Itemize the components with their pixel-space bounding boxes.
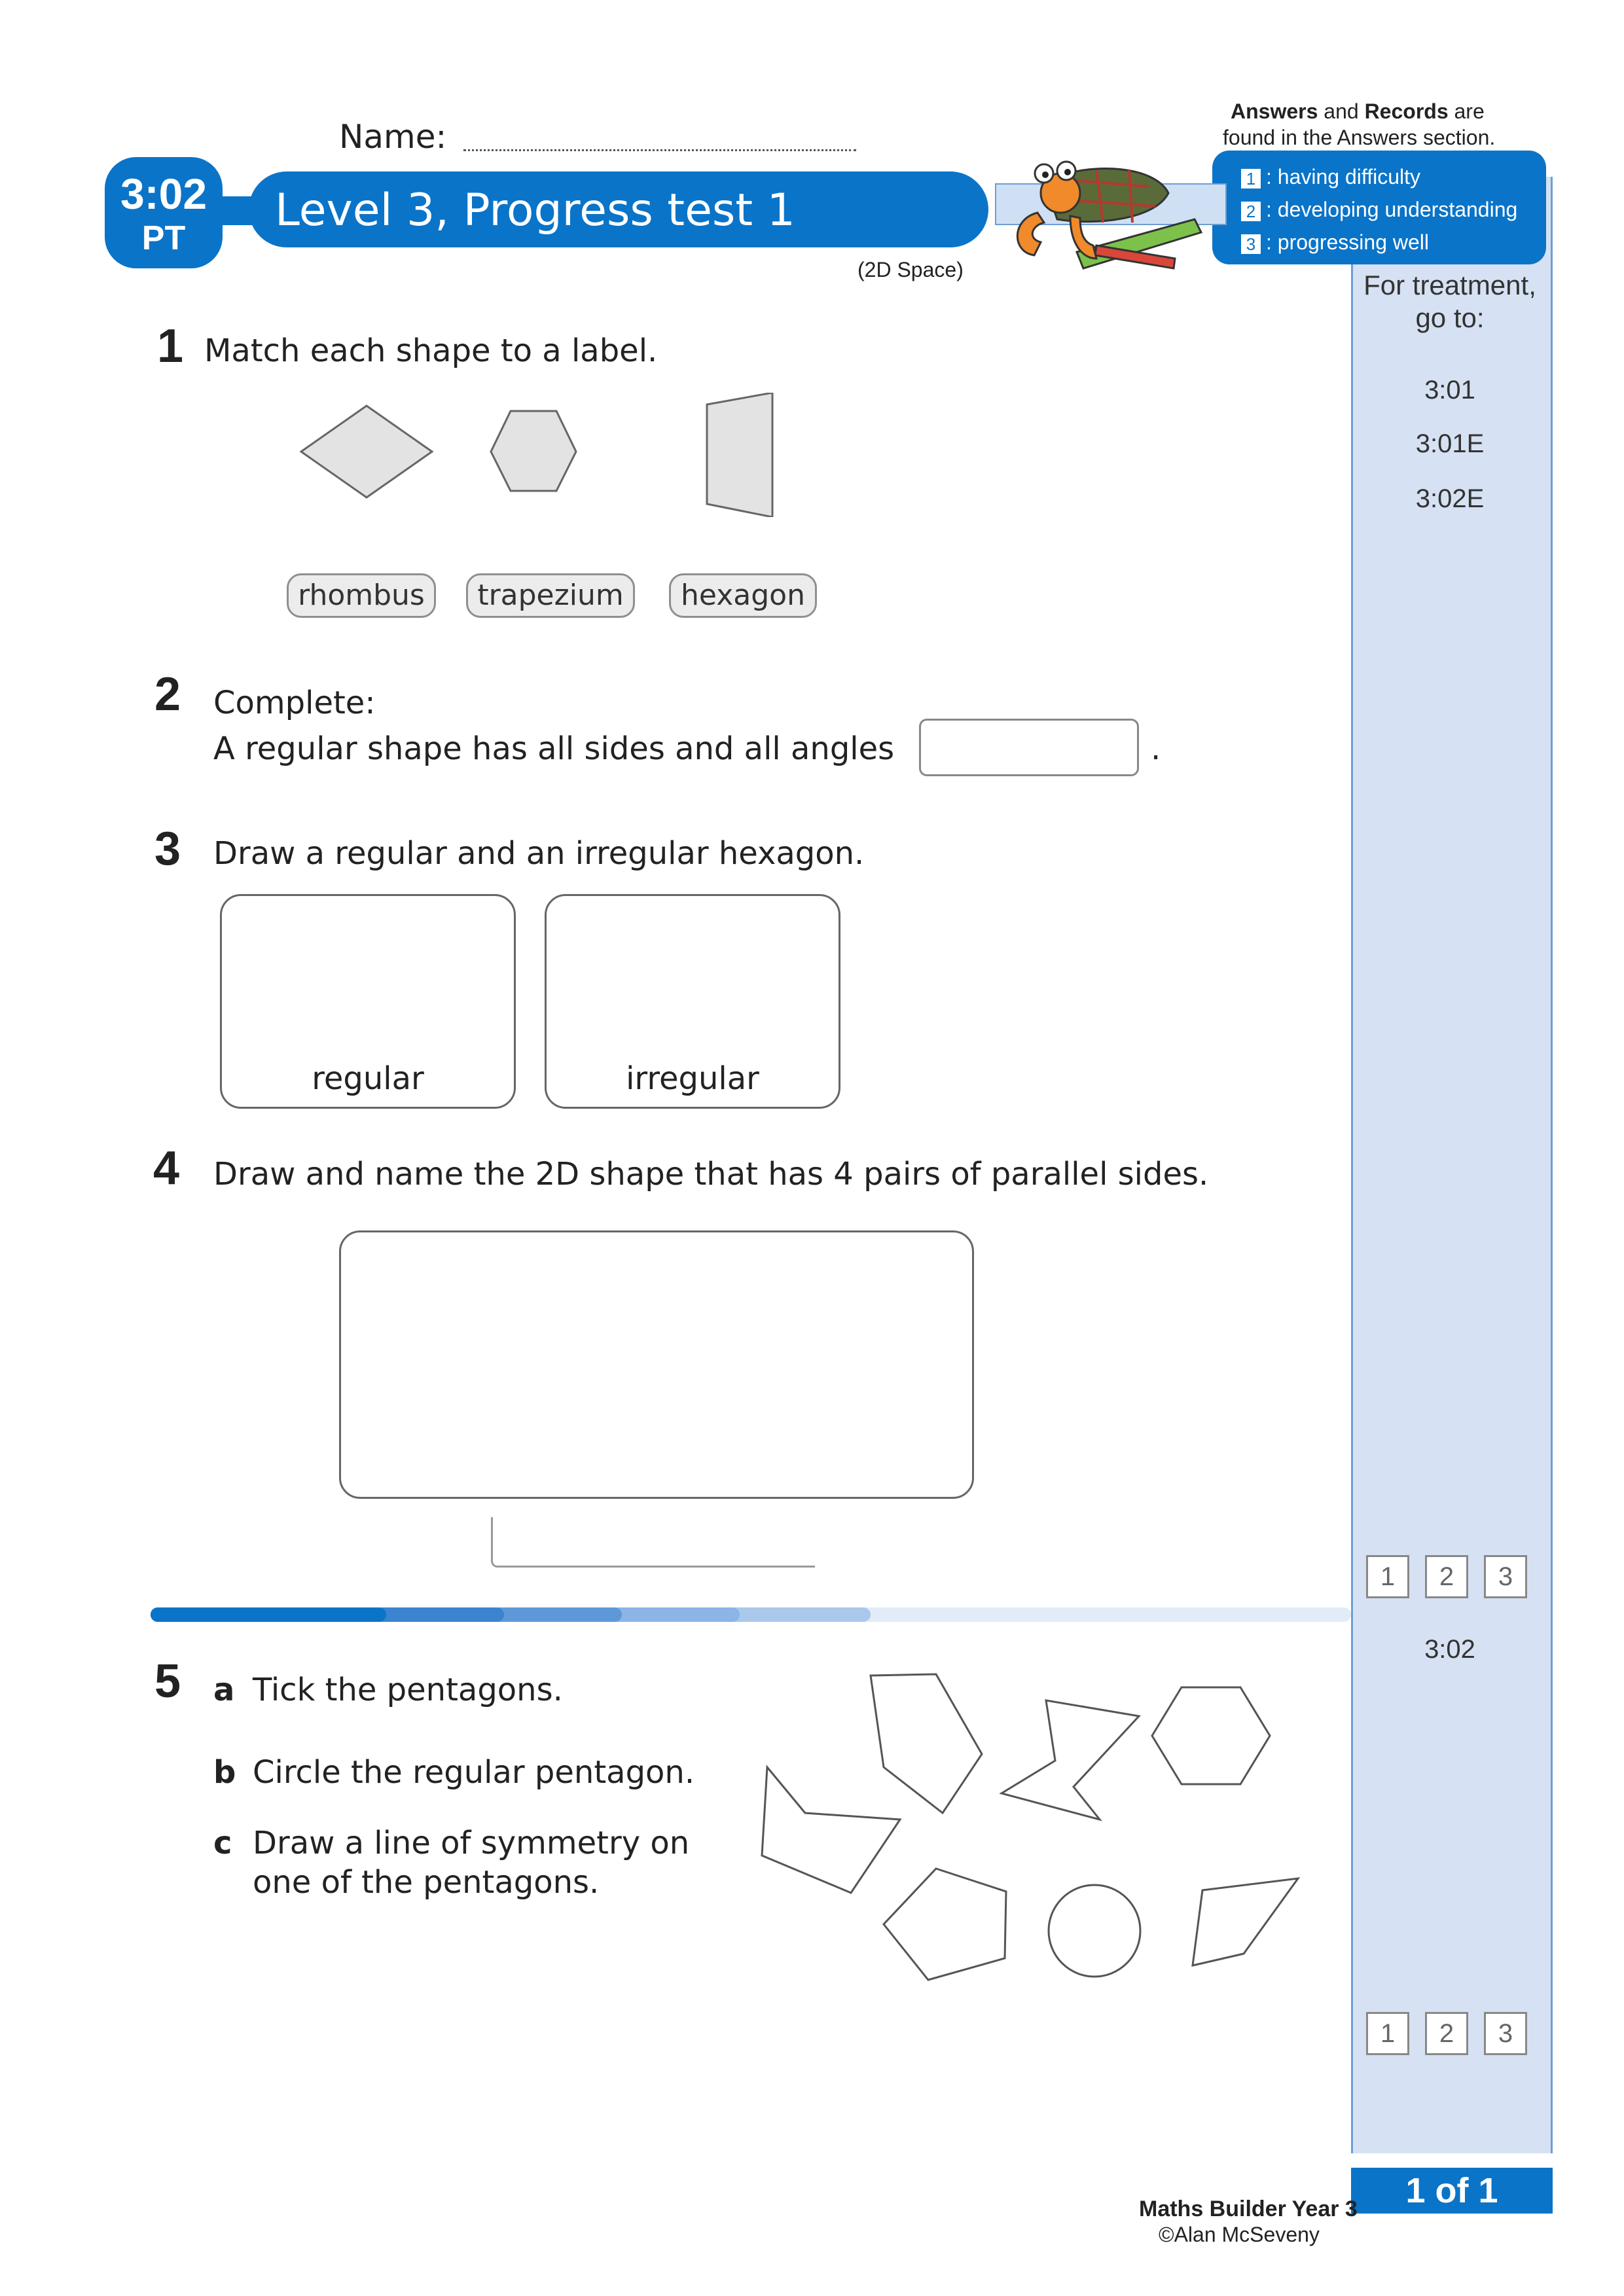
q5-shapes <box>753 1656 1316 2009</box>
rating-box-2[interactable]: 2 <box>1425 2012 1468 2055</box>
sentence-end: . <box>1151 730 1161 767</box>
question-text: one of the pentagons. <box>253 1864 600 1901</box>
hexagon-shape[interactable] <box>1152 1687 1270 1784</box>
question-number: 5 <box>154 1655 181 1708</box>
answers-note: Answers and Records are <box>1231 99 1485 123</box>
question-text: Draw a regular and an irregular hexagon. <box>213 835 865 872</box>
treatment-ref[interactable]: 3:02 <box>1424 1635 1475 1664</box>
page-indicator: 1 of 1 <box>1405 2171 1498 2210</box>
book-title: Maths Builder Year 3 <box>1139 2197 1358 2221</box>
treatment-heading-2: go to: <box>1415 302 1485 333</box>
question-number: 1 <box>157 320 184 372</box>
rating-box-2[interactable]: 2 <box>1425 1555 1468 1598</box>
circle-shape[interactable] <box>1049 1885 1140 1977</box>
legend-item-2 <box>1241 198 1517 222</box>
rating-box-3[interactable]: 3 <box>1484 2012 1527 2055</box>
question-text: Draw and name the 2D shape that has 4 pairs of parallel sides. <box>213 1156 1209 1193</box>
legend-item-3 <box>1241 230 1429 255</box>
name-label: Name: <box>339 118 447 156</box>
label-rhombus[interactable]: rhombus <box>287 573 436 618</box>
legend-label: : developing understanding <box>1266 198 1518 221</box>
legend-num: 1 <box>1241 169 1261 188</box>
question-text: Tick the pentagons. <box>253 1672 563 1708</box>
drawing-box[interactable] <box>339 1230 974 1499</box>
box-label: irregular <box>626 1060 759 1097</box>
rating-box-1[interactable]: 1 <box>1366 2012 1409 2055</box>
answers-note-line2: found in the Answers section. <box>1223 126 1496 149</box>
legend-item-1 <box>1241 165 1420 189</box>
hexagon-shape <box>491 411 576 491</box>
question-text: Draw a line of symmetry on <box>253 1825 690 1861</box>
question-number: 3 <box>154 823 181 875</box>
part-letter: b <box>213 1754 236 1791</box>
label-trapezium[interactable]: trapezium <box>466 573 635 618</box>
rating-box-1[interactable]: 1 <box>1366 1555 1409 1598</box>
label-hexagon[interactable]: hexagon <box>669 573 817 618</box>
legend-num: 3 <box>1241 234 1261 254</box>
topic-label: (2D Space) <box>857 258 964 281</box>
trapezium-shape <box>707 393 772 517</box>
rhombus-shape <box>301 406 432 497</box>
part-letter: a <box>213 1672 235 1708</box>
badge-code: 3:02 <box>120 170 208 218</box>
section-divider <box>151 1607 1351 1622</box>
treatment-ref[interactable]: 3:02E <box>1415 484 1485 513</box>
regular-pentagon-shape[interactable] <box>884 1869 1006 1980</box>
legend-num: 2 <box>1241 202 1261 221</box>
concave-pentagon-shape[interactable] <box>762 1767 900 1893</box>
treatment-ref[interactable]: 3:01E <box>1415 429 1485 458</box>
box-label: regular <box>312 1060 424 1097</box>
answer-box[interactable] <box>919 719 1139 776</box>
copyright: ©Alan McSeveny <box>1159 2223 1320 2246</box>
treatment-ref[interactable]: 3:01 <box>1424 376 1475 404</box>
question-text: Complete: <box>213 685 376 721</box>
question-text: Circle the regular pentagon. <box>253 1754 695 1791</box>
rating-box-3[interactable]: 3 <box>1484 1555 1527 1598</box>
quadrilateral-shape[interactable] <box>1193 1878 1298 1965</box>
legend-label: : having difficulty <box>1266 165 1420 188</box>
shape-name-answer-line[interactable] <box>491 1517 815 1568</box>
crab-mascot-icon <box>998 147 1214 278</box>
legend-label: : progressing well <box>1266 230 1429 254</box>
treatment-sidebar <box>1351 177 1553 2153</box>
name-field[interactable] <box>463 149 856 151</box>
zigzag-shape[interactable] <box>1001 1700 1139 1820</box>
part-letter: c <box>213 1825 232 1861</box>
page-title: Level 3, Progress test 1 <box>275 185 795 236</box>
question-text: A regular shape has all sides and all angles <box>213 730 895 767</box>
question-text: Match each shape to a label. <box>204 332 658 369</box>
badge-sub: PT <box>141 219 186 257</box>
question-number: 4 <box>153 1142 180 1194</box>
question-number: 2 <box>154 668 181 721</box>
irregular-pentagon-shape[interactable] <box>871 1674 982 1813</box>
treatment-heading-1: For treatment, <box>1363 270 1536 300</box>
q1-shapes <box>295 393 792 517</box>
